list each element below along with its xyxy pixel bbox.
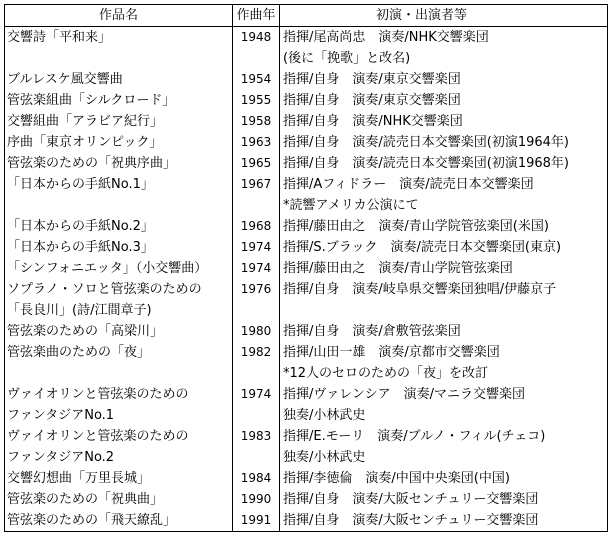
work-title-cell [5,342,233,384]
work-title-line: ソプラノ・ソロと管弦楽のための [7,282,202,297]
work-title-line: 交響幻想曲「万里長城」 [7,471,151,486]
work-title-line: 管弦楽曲のための「夜」 [7,345,151,360]
table-row [5,489,607,510]
performance-cell [280,237,607,258]
performance-line: 指揮/自身 演奏/大阪センチュリー交響楽団 [283,513,539,528]
work-title-cell [5,69,233,90]
works-table [4,4,608,532]
performance-cell [280,132,607,153]
work-title-cell [5,174,233,216]
work-title-line: 交響詩「平和来」 [7,30,112,45]
work-title-cell [5,216,233,237]
performance-line: 独奏/小林武史 [283,408,366,423]
performance-cell [280,111,607,132]
year-cell: 1967 [233,174,280,216]
work-title-cell [5,132,233,153]
work-title-cell [5,279,233,321]
year-cell: 1968 [233,216,280,237]
performance-line: 指揮/李徳倫 演奏/中国中央楽団(中国) [283,471,510,486]
work-title-line: 管弦楽のための「高梁川」 [7,324,164,339]
work-title-line: 「日本からの手紙No.1」 [7,177,154,192]
year-cell: 1990 [233,489,280,510]
work-title-cell [5,384,233,426]
work-title-line: 管弦楽組曲「シルクロード」 [7,93,176,108]
year-cell: 1991 [233,510,280,531]
work-title-line: 管弦楽のための「飛天繚乱」 [7,513,177,528]
performance-line: 指揮/尾高尚忠 演奏/NHK交響楽団 [283,30,489,45]
work-title-cell [5,321,233,342]
year-cell: 1984 [233,468,280,489]
header-title-cell: 作品名 [5,5,233,26]
year-cell: 1980 [233,321,280,342]
table-row [5,27,607,69]
year-cell: 1974 [233,237,280,258]
table-row [5,174,607,216]
table-row [5,111,607,132]
table-row [5,342,607,384]
performance-cell [280,426,607,468]
performance-note-line: *読響アメリカ公演にて [283,198,419,213]
performance-line: 指揮/自身 演奏/NHK交響楽団 [283,114,463,129]
table-row [5,90,607,111]
performance-cell [280,90,607,111]
work-title-cell [5,27,233,69]
performance-line: 独奏/小林武史 [283,450,366,465]
performance-line: 指揮/藤田由之 演奏/青山学院管弦楽団 [283,261,513,276]
performance-line: 指揮/自身 演奏/読売日本交響楽団(初演1968年) [283,156,569,171]
table-row [5,468,607,489]
year-cell: 1976 [233,279,280,321]
work-title-line: ヴァイオリンと管弦楽のための [7,387,189,402]
work-title-line: 「シンフォニエッタ」（小交響曲） [7,261,208,276]
work-title-cell [5,468,233,489]
work-title-line: 「日本からの手紙No.3」 [7,240,154,255]
work-title-cell [5,489,233,510]
work-title-cell [5,153,233,174]
performance-cell [280,468,607,489]
table-row [5,132,607,153]
table-row [5,69,607,90]
performance-line: 指揮/藤田由之 演奏/青山学院管弦楽団(米国) [283,219,549,234]
year-cell: 1982 [233,342,280,384]
performance-line: 指揮/E.モーリ 演奏/ブルノ・フィル(チェコ) [283,429,546,444]
header-performance-cell: 初演・出演者等 [376,8,468,23]
year-cell: 1963 [233,132,280,153]
table-row [5,258,607,279]
work-title-line: 管弦楽のための「祝典序曲」 [7,156,177,171]
performance-cell [280,258,607,279]
work-title-line: 管弦楽のための「祝典曲」 [7,492,164,507]
performance-line: 指揮/山田一雄 演奏/京都市交響楽団 [283,345,500,360]
performance-cell [280,279,607,321]
work-title-line: 交響組曲「アラビア紀行」 [7,114,164,129]
table-row [5,321,607,342]
year-cell: 1974 [233,384,280,426]
performance-cell [280,342,607,384]
year-cell: 1958 [233,111,280,132]
year-cell: 1948 [233,27,280,69]
table-row [5,510,607,531]
work-title-cell [5,510,233,531]
performance-line: 指揮/ヴァレンシア 演奏/マニラ交響楽団 [283,387,525,402]
table-row [5,216,607,237]
work-title-line: ブルレスケ風交響曲 [7,72,123,87]
work-title-line: ヴァイオリンと管弦楽のための [7,429,189,444]
performance-cell [280,321,607,342]
performance-line: 指揮/自身 演奏/岐阜県交響楽団独唱/伊藤京子 [283,282,557,297]
performance-cell [280,489,607,510]
work-title-line: 「日本からの手紙No.2」 [7,219,154,234]
work-title-cell [5,426,233,468]
work-title-line: ファンタジアNo.1 [7,408,115,423]
performance-cell [280,384,607,426]
work-title-cell [5,111,233,132]
performance-note-line: *12人のセロのための「夜」を改訂 [283,366,489,381]
year-cell: 1974 [233,258,280,279]
table-row [5,384,607,426]
performance-line: 指揮/自身 演奏/倉敷管弦楽団 [283,324,461,339]
work-title-cell [5,90,233,111]
year-cell: 1965 [233,153,280,174]
performance-cell [280,216,607,237]
table-row [5,426,607,468]
performance-note-line: (後に「挽歌」と改名) [283,51,411,66]
performance-line: 指揮/自身 演奏/読売日本交響楽団(初演1964年) [283,135,569,150]
performance-cell [280,510,607,531]
work-title-line: 序曲「東京オリンピック」 [7,135,163,150]
performance-cell [280,27,607,69]
work-title-line: 「長良川」(詩/江間章子) [7,303,152,318]
performance-cell [280,174,607,216]
table-row [5,237,607,258]
performance-line: 指揮/Aフィドラー 演奏/読売日本交響楽団 [283,177,534,192]
year-cell: 1954 [233,69,280,90]
year-cell: 1955 [233,90,280,111]
work-title-line: ファンタジアNo.2 [7,450,115,465]
year-cell: 1983 [233,426,280,468]
performance-line: 指揮/S.ブラック 演奏/読売日本交響楽団(東京) [283,240,562,255]
work-title-cell [5,258,233,279]
performance-cell [280,153,607,174]
performance-line: 指揮/自身 演奏/東京交響楽団 [283,93,461,108]
header-year-cell: 作曲年 [233,5,280,26]
work-title-cell [5,237,233,258]
performance-cell [280,69,607,90]
table-row [5,153,607,174]
performance-line: 指揮/自身 演奏/大阪センチュリー交響楽団 [283,492,539,507]
table-row [5,279,607,321]
table-header [5,5,607,27]
performance-line: 指揮/自身 演奏/東京交響楽団 [283,72,461,87]
